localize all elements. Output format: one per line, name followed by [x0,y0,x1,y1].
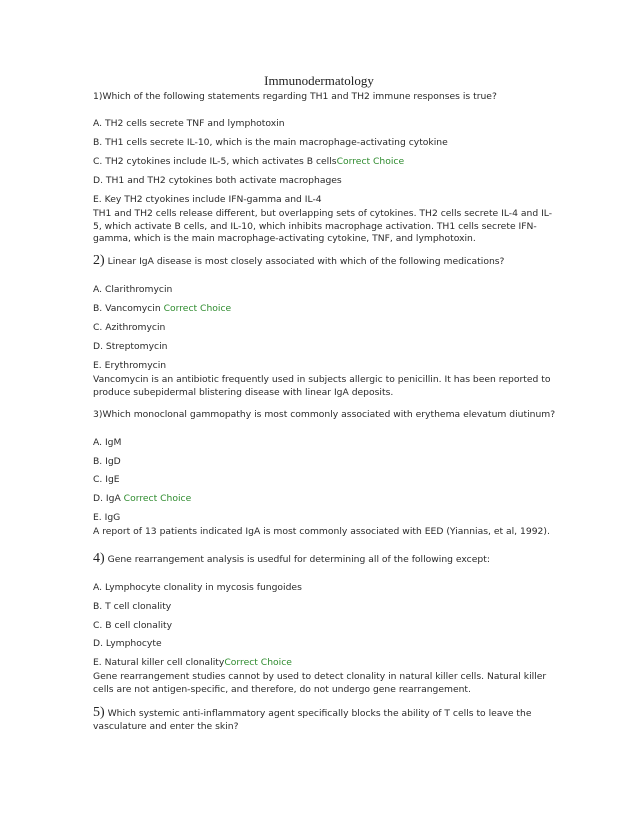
question-3 [93,409,555,422]
question-4-text: Gene rearrangement analysis is usedful for determining all of the following except: [104,554,490,565]
question-1-explanation: TH1 and TH2 cells release different, but overlapping sets of cytokines. TH2 cells secrete IL-4 and IL-5, which activate B cells, and IL-10, which inhibits macrophage activation. TH1 cells secrete IFN-gamma, which is the main macrophage-activating cytokine, TNF, and lymphotoxin. [93,208,553,244]
question-3-text: Which monoclonal gammopathy is most commonly associated with erythema elevatum diutinum? [102,409,556,420]
question-5 [93,707,553,733]
question-2-option-b: B. Vancomycin Correct Choice [93,303,232,314]
question-3-option-d: D. IgA Correct Choice [93,493,192,504]
question-4-option-d: D. Lymphocyte [93,638,162,649]
correct-choice-label: Correct Choice [336,156,405,167]
question-1-number: 1) [93,91,103,102]
question-2-number: 2) [93,253,105,268]
question-2-option-d: D. Streptomycin [93,341,168,352]
question-2-option-c: C. Azithromycin [93,322,166,333]
question-1-option-a: A. TH2 cells secrete TNF and lymphotoxin [93,118,285,129]
document-title: Immunodermatology [264,73,374,88]
question-2-option-e: E. Erythromycin [93,360,167,371]
question-3-option-e: E. IgG [93,512,121,523]
question-1-text: Which of the following statements regarding TH1 and TH2 immune responses is true? [102,91,497,102]
question-1-option-b: B. TH1 cells secrete IL-10, which is the main macrophage-activating cytokine [93,137,448,148]
question-3-option-a: A. IgM [93,437,122,448]
question-4-option-c: C. B cell clonality [93,620,173,631]
question-1 [93,91,497,104]
question-3-option-b: B. IgD [93,456,121,467]
correct-choice-label: Correct Choice [224,657,292,668]
correct-choice-label: Correct Choice [163,303,232,314]
question-3-number: 3) [93,409,103,420]
correct-choice-label: Correct Choice [123,493,192,504]
question-2-explanation: Vancomycin is an antibiotic frequently used in subjects allergic to penicillin. It has been reported to produce subepidermal blistering disease with linear IgA deposits. [93,374,551,398]
question-2 [93,255,504,269]
question-4-option-e: E. Natural killer cell clonalityCorrect Choice [93,657,292,668]
question-4-number: 4) [93,551,105,566]
question-1-option-e: E. Key TH2 ctyokines include IFN-gamma and IL-4 [93,194,322,205]
question-4-option-a: A. Lymphocyte clonality in mycosis fungoides [93,582,302,593]
question-5-text: Which systemic anti-inflammatory agent specifically blocks the ability of T cells to leave the vasculature and enter the skin? [93,708,532,732]
question-1-option-c: C. TH2 cytokines include IL-5, which activates B cellsCorrect Choice [93,156,405,167]
question-5-number: 5) [93,705,105,720]
question-3-explanation: A report of 13 patients indicated IgA is most commonly associated with EED (Yiannias, et al, 1992). [93,526,550,537]
question-1-option-d: D. TH1 and TH2 cytokines both activate macrophages [93,175,342,186]
question-4-option-b: B. T cell clonality [93,601,172,612]
question-3-option-c: C. IgE [93,474,120,485]
question-4-explanation: Gene rearrangement studies cannot by used to detect clonality in natural killer cells. Natural killer cells are not antigen-specific, and therefore, do not undergo gene rearrangement. [93,671,547,695]
question-2-option-a: A. Clarithromycin [93,284,173,295]
question-2-text: Linear IgA disease is most closely associated with which of the following medications? [104,256,505,267]
question-4 [93,553,490,567]
